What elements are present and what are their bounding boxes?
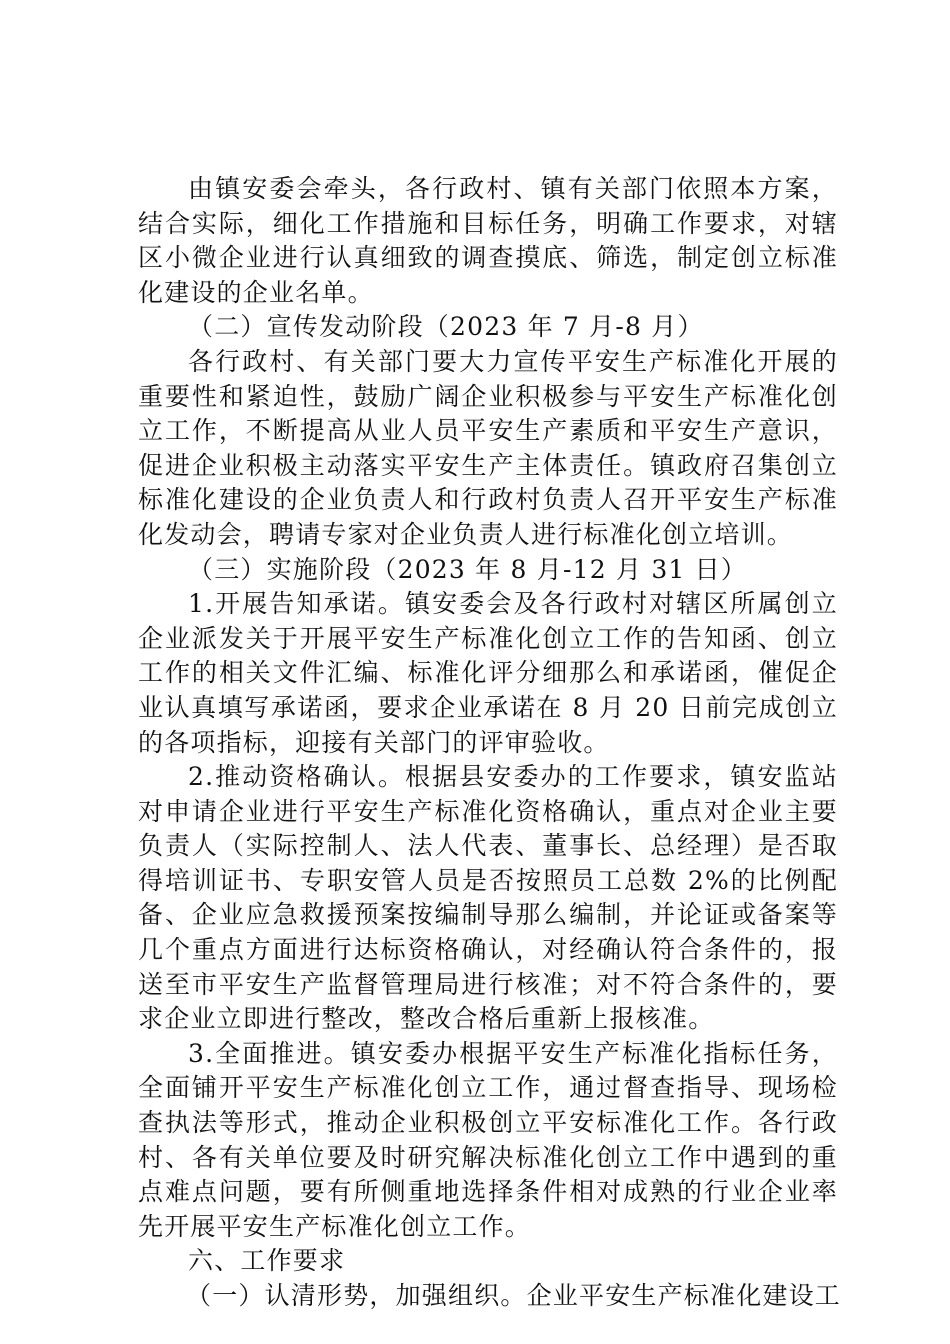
heading-publicity-stage: （二）宣传发动阶段（2023 年 7 月-8 月） (188, 312, 704, 342)
heading-work-requirements: 六、工作要求 (188, 1246, 346, 1276)
heading-implementation-stage: （三）实施阶段（2023 年 8 月-12 月 31 日） (188, 554, 748, 584)
document-body (138, 172, 842, 1314)
paragraph-qualification-confirmation: 2.推动资格确认。根据县安委办的工作要求，镇安监站对申请企业进行平安生产标准化资格确认，重点对企业主要负责人（实际控制人、法人代表、董事长、总经理）是否取得培训证书、专职安管人员是否按照员工总数 2%的比例配备、企业应急救援预案按编制导那么编制，并论证或备案等几个重点方面进行达标资格确认，对经确认符合条件的，报送至市平安生产监督管理局进行核准；对不符合条件的，要求企业立即进行整改，整改合格后重新上报核准。 (138, 762, 838, 1034)
heading-recognize-situation: （一）认清形势，加强组织。企业平安生产标准化建设工 (186, 1281, 842, 1310)
paragraph-intro: 由镇安委会牵头，各行政村、镇有关部门依照本方案，结合实际，细化工作措施和目标任务，明确工作要求，对辖区小微企业进行认真细致的调查摸底、筛选，制定创立标准化建设的企业名单。 (138, 174, 838, 307)
paragraph-notification-commitment: 1.开展告知承诺。镇安委会及各行政村对辖区所属创立企业派发关于开展平安生产标准化创立工作的告知函、创立工作的相关文件汇编、标准化评分细那么和承诺函，催促企业认真填写承诺函，要求企业承诺在 8 月 20 日前完成创立的各项指标，迎接有关部门的评审验收。 (138, 589, 838, 757)
paragraph-full-advance: 3.全面推进。镇安委办根据平安生产标准化指标任务，全面铺开平安生产标准化创立工作，通过督查指导、现场检查执法等形式，推动企业积极创立平安标准化工作。各行政村、各有关单位要及时研究解决标准化创立工作中遇到的重点难点问题，要有所侧重地选择条件相对成熟的行业企业率先开展平安生产标准化创立工作。 (138, 1038, 838, 1241)
paragraph-publicity: 各行政村、有关部门要大力宣传平安生产标准化开展的重要性和紧迫性，鼓励广阔企业积极参与平安生产标准化创立工作，不断提高从业人员平安生产素质和平安生产意识，促进企业积极主动落实平安生产主体责任。镇政府召集创立标准化建设的企业负责人和行政村负责人召开平安生产标准化发动会，聘请专家对企业负责人进行标准化创立培训。 (138, 346, 838, 549)
